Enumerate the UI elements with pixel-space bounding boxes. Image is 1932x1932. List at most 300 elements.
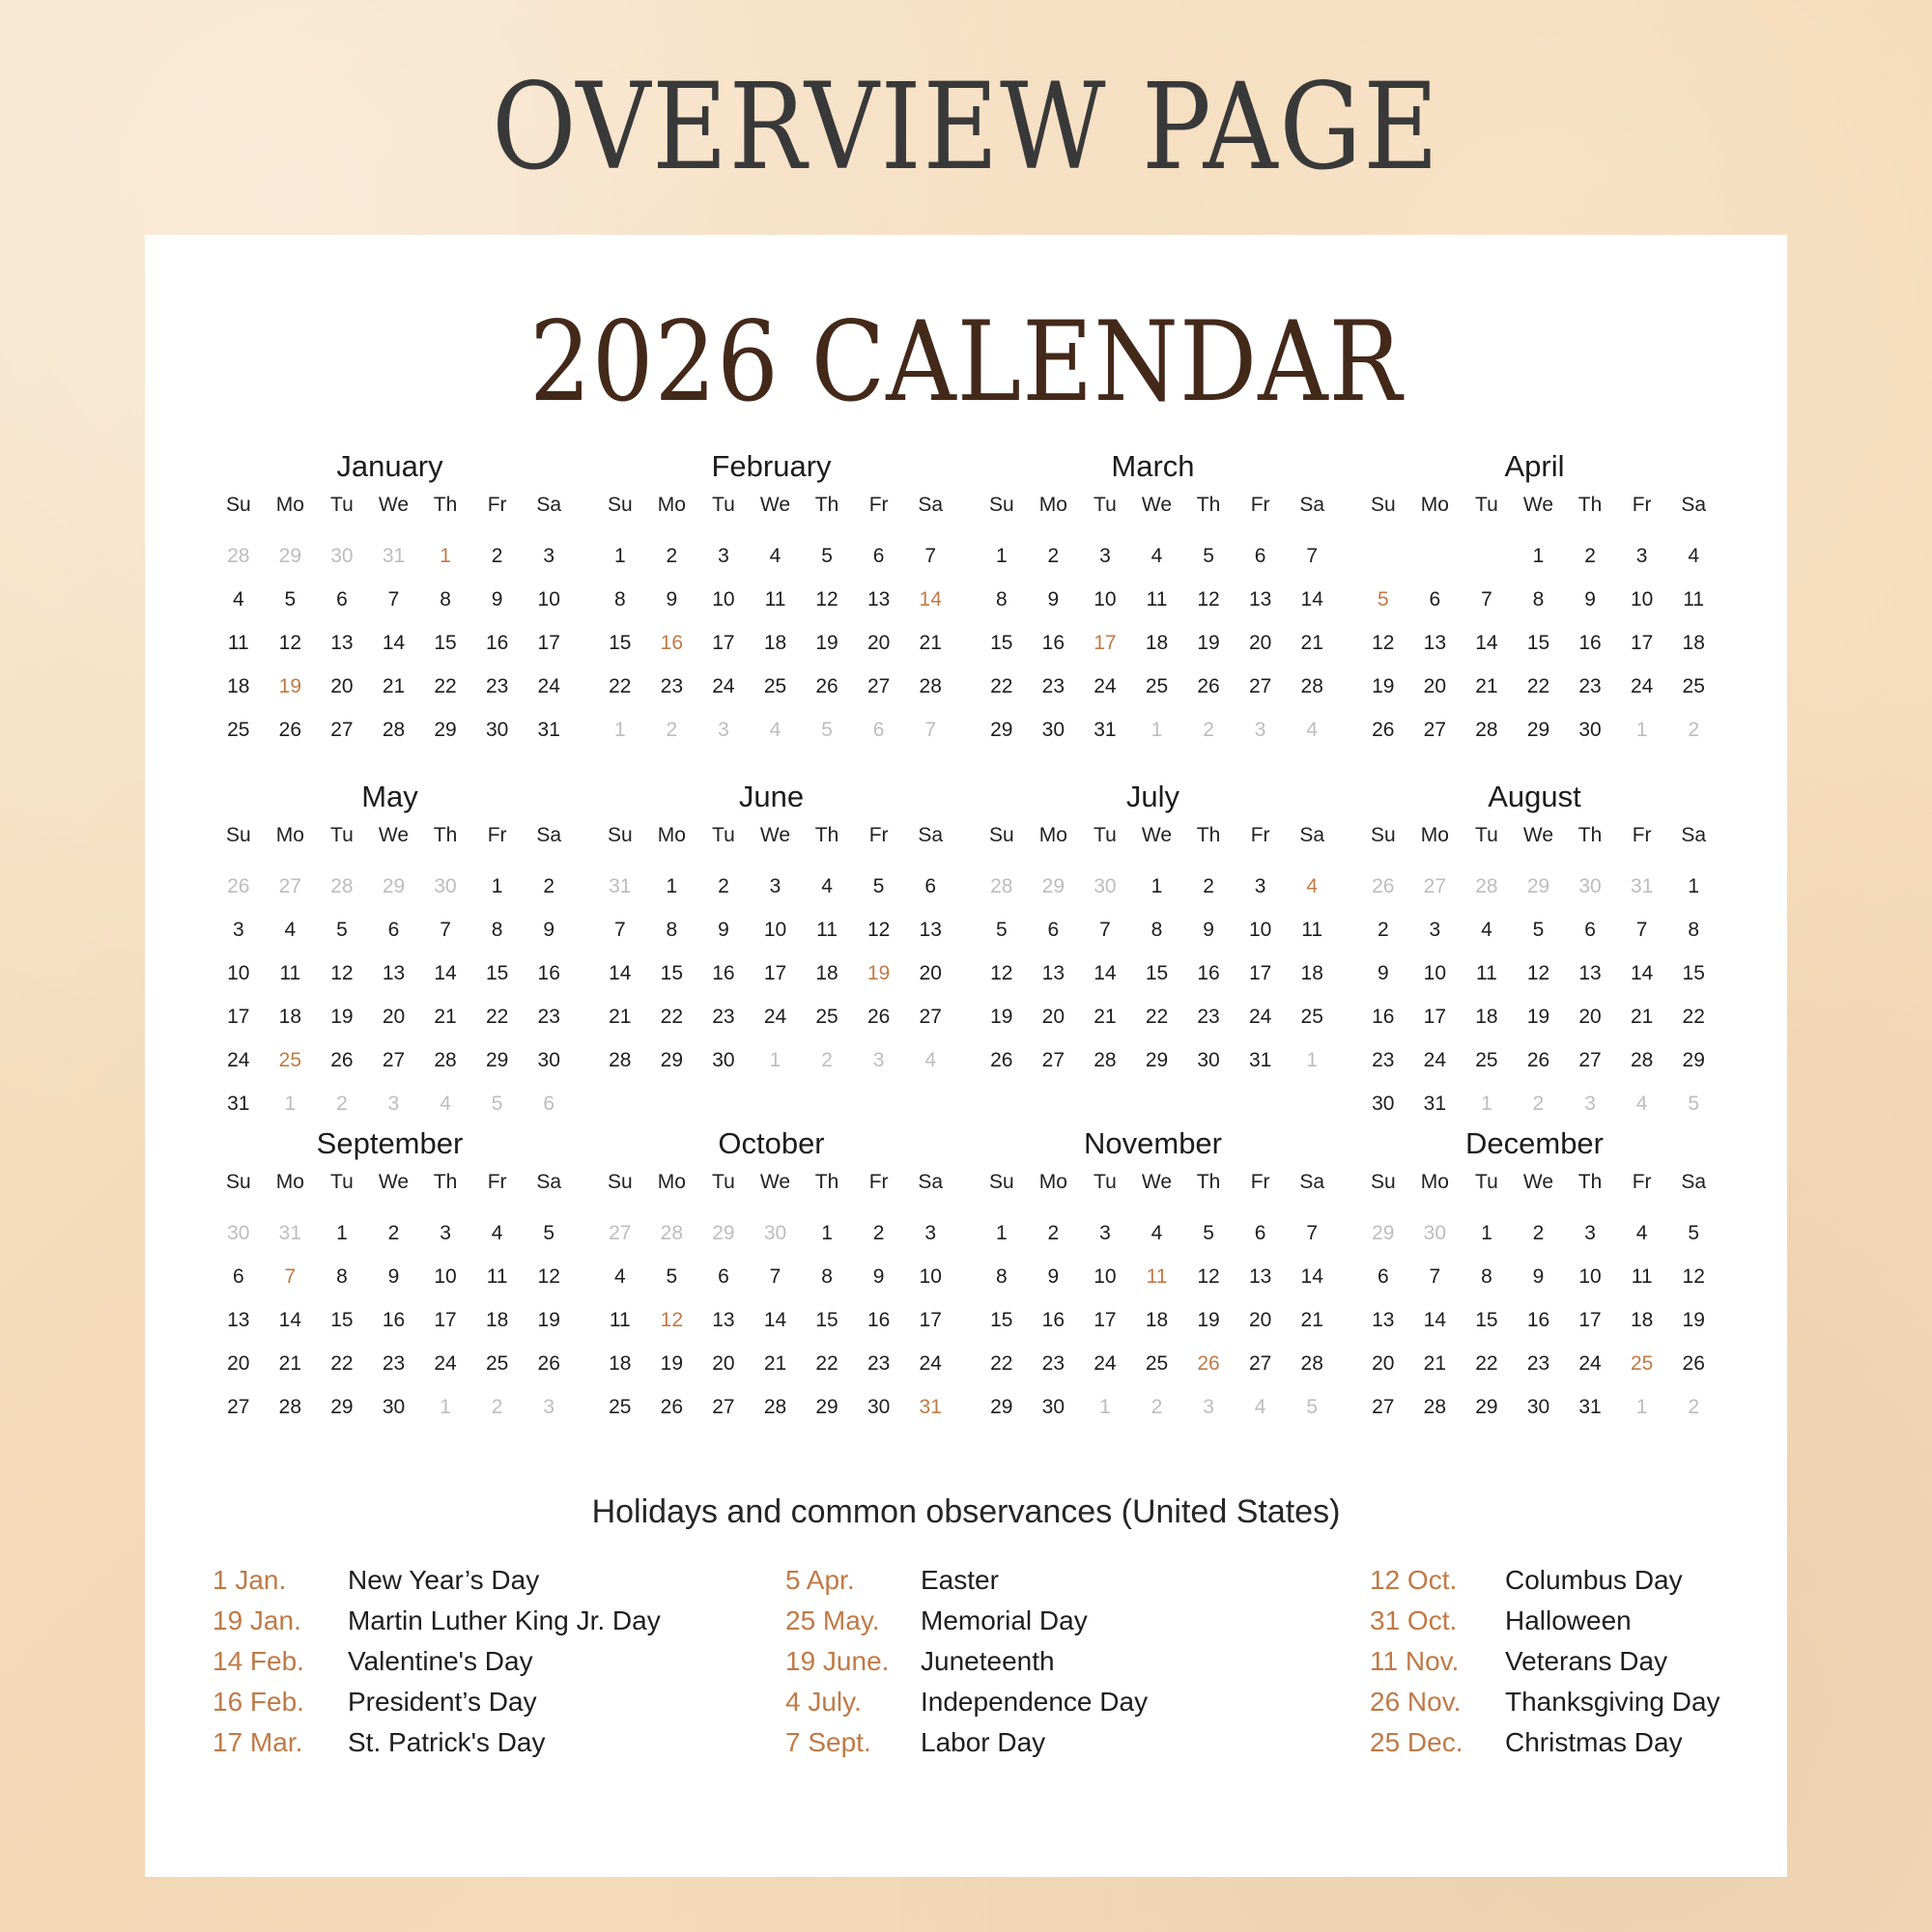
day: 23 — [712, 1006, 735, 1028]
day: 17 — [1630, 632, 1654, 654]
day-grid — [976, 534, 1338, 752]
day: 13 — [1248, 588, 1272, 611]
day: 22 — [990, 675, 1013, 697]
day: 6 — [1047, 919, 1060, 941]
month-name: January — [336, 449, 443, 483]
day: 24 — [434, 1352, 457, 1375]
weekday-label: Tu — [330, 494, 354, 516]
day: 26 — [330, 1049, 354, 1071]
weekday-label: Fr — [1632, 494, 1652, 516]
day: 30 — [1041, 1396, 1065, 1418]
weekday-header — [213, 492, 575, 519]
day: 19 — [1682, 1309, 1705, 1331]
day: 16 — [537, 962, 560, 984]
weekday-label: Th — [1577, 494, 1603, 516]
day: 13 — [867, 588, 891, 611]
day: 22 — [1475, 1352, 1498, 1375]
holiday-name: New Year’s Day — [348, 1565, 540, 1595]
weekday-label: Th — [1196, 494, 1221, 516]
holiday-item — [213, 1641, 661, 1682]
day: 21 — [434, 1006, 457, 1028]
day: 25 — [1145, 675, 1169, 697]
day: 22 — [434, 675, 457, 697]
day: 30 — [537, 1049, 560, 1071]
day: 12 — [1682, 1265, 1705, 1288]
day: 18 — [1682, 632, 1705, 654]
holiday-date: 1 Jan. — [213, 1565, 287, 1595]
month-name: June — [738, 780, 805, 813]
day: 3 — [1099, 1222, 1111, 1244]
day: 23 — [1041, 1352, 1065, 1375]
holiday-item — [213, 1601, 661, 1641]
day: 9 — [872, 1265, 885, 1288]
day: 29 — [990, 1396, 1013, 1418]
day: 4 — [232, 588, 244, 611]
holiday-date: 4 July. — [785, 1687, 862, 1717]
weekday-header — [1357, 1169, 1719, 1196]
holiday-date: 25 Dec. — [1370, 1727, 1463, 1757]
day: 20 — [1041, 1006, 1065, 1028]
holiday-date: 19 Jan. — [213, 1605, 301, 1635]
day: 18 — [485, 1309, 509, 1331]
day: 29 — [1475, 1396, 1498, 1418]
day: 6 — [1254, 545, 1266, 567]
day: 14 — [1300, 588, 1323, 611]
day: 22 — [330, 1352, 354, 1375]
day: 15 — [330, 1309, 354, 1331]
day-other-month: 30 — [1423, 1222, 1447, 1244]
day-other-month: 26 — [227, 875, 250, 897]
day: 26 — [1682, 1352, 1705, 1375]
month-january — [203, 447, 584, 778]
day: 15 — [990, 1309, 1013, 1331]
day: 28 — [278, 1396, 302, 1418]
day: 21 — [609, 1006, 632, 1028]
day: 30 — [1578, 719, 1602, 741]
month-name: September — [316, 1126, 464, 1160]
day: 27 — [1248, 1352, 1272, 1375]
weekday-label: Mo — [657, 494, 686, 516]
day: 24 — [1248, 1006, 1272, 1028]
day: 1 — [821, 1222, 833, 1244]
day: 3 — [924, 1222, 937, 1244]
day: 14 — [1423, 1309, 1447, 1331]
weekday-label: Tu — [1475, 494, 1498, 516]
day: 4 — [1635, 1222, 1648, 1244]
weekday-label: Mo — [1420, 1171, 1449, 1193]
day: 27 — [330, 719, 354, 741]
day-holiday: 4 — [1306, 875, 1319, 897]
day: 6 — [1254, 1222, 1266, 1244]
day: 18 — [609, 1352, 632, 1375]
day-other-month: 28 — [227, 545, 250, 567]
holiday-name: Memorial Day — [921, 1605, 1088, 1635]
day: 5 — [1203, 1222, 1214, 1244]
day: 22 — [1145, 1006, 1169, 1028]
day: 6 — [1584, 919, 1596, 941]
day: 20 — [867, 632, 891, 654]
weekday-label: We — [1141, 494, 1173, 516]
day: 28 — [382, 719, 406, 741]
day: 22 — [815, 1352, 838, 1375]
day: 29 — [330, 1396, 354, 1418]
holiday-name: Martin Luther King Jr. Day — [348, 1605, 661, 1635]
day: 10 — [434, 1265, 457, 1288]
weekday-label: Th — [1196, 1171, 1221, 1193]
day-other-month: 31 — [278, 1222, 302, 1244]
day: 4 — [491, 1222, 503, 1244]
day-grid — [1357, 1211, 1719, 1429]
day-other-month: 1 — [284, 1093, 297, 1115]
day: 23 — [1526, 1352, 1550, 1375]
month-august — [1348, 778, 1729, 1124]
day: 3 — [232, 919, 244, 941]
day-other-month: 4 — [769, 719, 781, 741]
day: 16 — [1578, 632, 1602, 654]
day: 18 — [227, 675, 250, 697]
day-other-month: 2 — [1688, 1396, 1700, 1418]
day: 26 — [660, 1396, 684, 1418]
day: 13 — [227, 1309, 250, 1331]
weekday-label: We — [759, 494, 791, 516]
day: 21 — [382, 675, 406, 697]
day: 2 — [872, 1222, 885, 1244]
day: 10 — [1094, 1265, 1117, 1288]
weekday-label: Tu — [712, 494, 735, 516]
day: 19 — [1526, 1006, 1550, 1028]
day: 6 — [924, 875, 937, 897]
holiday-date: 14 Feb. — [213, 1646, 304, 1676]
day-other-month: 2 — [1532, 1093, 1545, 1115]
day: 7 — [1306, 545, 1319, 567]
holiday-item — [213, 1560, 661, 1601]
day-other-month: 1 — [769, 1049, 781, 1071]
weekday-label: Sa — [536, 824, 562, 846]
holiday-name: Columbus Day — [1505, 1565, 1683, 1595]
month-july — [966, 778, 1348, 1124]
weekday-label: We — [1522, 824, 1554, 846]
weekday-label: Sa — [918, 494, 944, 516]
day: 6 — [1377, 1265, 1389, 1288]
weekday-label: Fr — [868, 1171, 889, 1193]
holiday-date: 7 Sept. — [785, 1727, 871, 1757]
weekday-label: Tu — [1475, 824, 1498, 846]
day: 26 — [1197, 675, 1220, 697]
day-other-month: 4 — [1254, 1396, 1266, 1418]
months-grid — [203, 447, 1729, 1655]
day: 13 — [1372, 1309, 1395, 1331]
day: 17 — [919, 1309, 942, 1331]
day: 8 — [1151, 919, 1163, 941]
day-other-month: 4 — [1635, 1093, 1648, 1115]
holiday-name: Valentine's Day — [348, 1646, 533, 1676]
holiday-column — [785, 1560, 1148, 1763]
day: 14 — [1630, 962, 1654, 984]
day-other-month: 3 — [543, 1396, 555, 1418]
month-june — [584, 778, 966, 1124]
day-other-month: 5 — [1688, 1093, 1700, 1115]
month-november — [966, 1124, 1348, 1453]
day: 27 — [1578, 1049, 1602, 1071]
day: 5 — [1532, 919, 1545, 941]
day: 23 — [1372, 1049, 1395, 1071]
day: 18 — [1145, 1309, 1169, 1331]
day: 28 — [434, 1049, 457, 1071]
day: 15 — [1475, 1309, 1498, 1331]
day: 25 — [763, 675, 787, 697]
day: 20 — [919, 962, 942, 984]
day: 1 — [1151, 875, 1163, 897]
weekday-label: Su — [1370, 1171, 1396, 1193]
day-other-month: 28 — [990, 875, 1013, 897]
weekday-label: Mo — [275, 494, 304, 516]
day: 13 — [1578, 962, 1602, 984]
day: 30 — [1372, 1093, 1395, 1115]
weekday-label: We — [378, 1171, 410, 1193]
day-holiday: 5 — [1377, 588, 1389, 611]
day: 13 — [1423, 632, 1447, 654]
day: 15 — [485, 962, 509, 984]
weekday-label: Sa — [1681, 494, 1707, 516]
day: 12 — [330, 962, 354, 984]
day: 16 — [712, 962, 735, 984]
day: 10 — [919, 1265, 942, 1288]
day: 11 — [279, 962, 301, 984]
day: 16 — [867, 1309, 891, 1331]
day: 2 — [543, 875, 555, 897]
day: 13 — [382, 962, 406, 984]
month-december — [1348, 1124, 1729, 1453]
day: 8 — [995, 1265, 1008, 1288]
day: 20 — [227, 1352, 250, 1375]
day: 9 — [491, 588, 503, 611]
weekday-label: Mo — [1420, 824, 1449, 846]
holiday-name: President’s Day — [348, 1687, 537, 1717]
holiday-name: Juneteenth — [921, 1646, 1055, 1676]
weekday-label: Mo — [1038, 824, 1067, 846]
weekday-label: Sa — [536, 494, 562, 516]
day: 4 — [821, 875, 833, 897]
day: 15 — [1145, 962, 1169, 984]
day: 23 — [485, 675, 509, 697]
weekday-label: Mo — [275, 1171, 304, 1193]
day: 3 — [1584, 1222, 1596, 1244]
day: 28 — [1475, 719, 1498, 741]
day: 7 — [613, 919, 626, 941]
day-grid — [976, 865, 1338, 1082]
day: 17 — [537, 632, 560, 654]
day: 8 — [336, 1265, 348, 1288]
day: 29 — [990, 719, 1013, 741]
day: 6 — [336, 588, 348, 611]
day: 3 — [718, 545, 729, 567]
day: 5 — [821, 545, 833, 567]
weekday-label: Tu — [1094, 494, 1117, 516]
month-name: February — [711, 449, 832, 483]
day: 20 — [1423, 675, 1447, 697]
day-holiday: 7 — [284, 1265, 297, 1288]
day: 24 — [712, 675, 735, 697]
day: 28 — [1630, 1049, 1654, 1071]
day: 22 — [1526, 675, 1550, 697]
weekday-label: Fr — [1250, 824, 1270, 846]
day-other-month: 31 — [1630, 875, 1654, 897]
weekday-header — [976, 822, 1338, 849]
day: 21 — [1300, 632, 1323, 654]
day: 10 — [1423, 962, 1447, 984]
day-other-month: 2 — [336, 1093, 348, 1115]
day: 15 — [660, 962, 684, 984]
day: 11 — [1146, 588, 1168, 611]
day: 1 — [336, 1222, 348, 1244]
day: 5 — [336, 919, 348, 941]
weekday-label: Mo — [657, 1171, 686, 1193]
day: 20 — [382, 1006, 406, 1028]
day: 14 — [1475, 632, 1498, 654]
day-empty — [1357, 534, 1409, 578]
day: 4 — [1481, 919, 1492, 941]
day: 1 — [995, 545, 1008, 567]
day: 19 — [1197, 632, 1220, 654]
day: 14 — [763, 1309, 787, 1331]
weekday-header — [976, 1169, 1338, 1196]
day: 21 — [1475, 675, 1498, 697]
holiday-name: St. Patrick's Day — [348, 1727, 546, 1757]
day-other-month: 2 — [491, 1396, 503, 1418]
day: 31 — [1094, 719, 1117, 741]
weekday-label: We — [759, 824, 791, 846]
weekday-label: Sa — [1681, 1171, 1707, 1193]
day: 17 — [712, 632, 735, 654]
holiday-date: 17 Mar. — [213, 1727, 303, 1757]
day: 28 — [609, 1049, 632, 1071]
day: 1 — [1532, 545, 1545, 567]
day: 16 — [1041, 1309, 1065, 1331]
day: 7 — [387, 588, 400, 611]
holiday-item — [213, 1682, 661, 1722]
month-name: July — [1125, 780, 1180, 813]
day: 8 — [666, 919, 678, 941]
holiday-date: 19 June. — [785, 1646, 890, 1676]
weekday-label: Tu — [1094, 824, 1117, 846]
holiday-date: 25 May. — [785, 1605, 880, 1635]
day: 19 — [330, 1006, 354, 1028]
day: 4 — [769, 545, 781, 567]
day-holiday: 31 — [919, 1396, 942, 1418]
day: 1 — [1688, 875, 1700, 897]
day-other-month: 29 — [1372, 1222, 1395, 1244]
day: 8 — [491, 919, 503, 941]
weekday-label: Su — [1370, 824, 1396, 846]
day: 19 — [660, 1352, 684, 1375]
day: 7 — [769, 1265, 781, 1288]
day: 16 — [485, 632, 509, 654]
weekday-header — [594, 1169, 956, 1196]
month-name: December — [1465, 1126, 1604, 1160]
day: 14 — [1300, 1265, 1323, 1288]
day: 28 — [1300, 1352, 1323, 1375]
day: 23 — [1578, 675, 1602, 697]
holiday-item — [785, 1682, 1148, 1722]
weekday-label: Fr — [1632, 1171, 1652, 1193]
day: 20 — [1248, 632, 1272, 654]
day-other-month: 1 — [613, 719, 626, 741]
day: 16 — [1041, 632, 1065, 654]
holiday-item — [785, 1722, 1148, 1763]
day-other-month: 27 — [609, 1222, 632, 1244]
holiday-item — [1370, 1682, 1720, 1722]
day-holiday: 25 — [1630, 1352, 1654, 1375]
day: 28 — [1423, 1396, 1447, 1418]
day: 11 — [1301, 919, 1323, 941]
day: 2 — [1532, 1222, 1545, 1244]
weekday-label: Fr — [487, 1171, 507, 1193]
day-grid — [213, 534, 575, 752]
day: 20 — [1578, 1006, 1602, 1028]
day-other-month: 7 — [924, 719, 937, 741]
day: 2 — [1584, 545, 1596, 567]
weekday-label: We — [1141, 824, 1173, 846]
day: 2 — [491, 545, 503, 567]
day-other-month: 29 — [1041, 875, 1065, 897]
day-other-month: 29 — [382, 875, 406, 897]
day: 21 — [763, 1352, 787, 1375]
day: 29 — [485, 1049, 509, 1071]
day: 28 — [1094, 1049, 1117, 1071]
day: 28 — [919, 675, 942, 697]
day: 9 — [1377, 962, 1389, 984]
day: 12 — [1197, 1265, 1220, 1288]
month-name: November — [1084, 1126, 1222, 1160]
day-other-month: 1 — [1635, 1396, 1648, 1418]
holiday-name: Thanksgiving Day — [1505, 1687, 1720, 1717]
weekday-label: Sa — [536, 1171, 562, 1193]
day: 9 — [1047, 588, 1060, 611]
day: 20 — [1372, 1352, 1395, 1375]
weekday-label: Th — [814, 494, 839, 516]
holiday-item — [1370, 1601, 1720, 1641]
month-may — [203, 778, 584, 1124]
day: 5 — [666, 1265, 678, 1288]
day-other-month: 30 — [763, 1222, 787, 1244]
day-other-month: 3 — [872, 1049, 885, 1071]
day: 12 — [1526, 962, 1550, 984]
day: 15 — [1526, 632, 1550, 654]
day-other-month: 29 — [1526, 875, 1550, 897]
day: 26 — [537, 1352, 560, 1375]
day-other-month: 30 — [1094, 875, 1117, 897]
month-name: April — [1504, 449, 1565, 483]
month-name: October — [718, 1126, 825, 1160]
day: 17 — [227, 1006, 250, 1028]
day: 25 — [609, 1396, 632, 1418]
page-title: OVERVIEW PAGE — [492, 58, 1440, 197]
holiday-item — [785, 1641, 1148, 1682]
day-other-month: 26 — [1372, 875, 1395, 897]
day: 5 — [995, 919, 1008, 941]
day: 13 — [919, 919, 942, 941]
day: 3 — [769, 875, 781, 897]
day-other-month: 2 — [1688, 719, 1700, 741]
weekday-label: Th — [1577, 1171, 1603, 1193]
day: 1 — [613, 545, 626, 567]
day: 16 — [382, 1309, 406, 1331]
holiday-item — [1370, 1722, 1720, 1763]
day-other-month: 2 — [666, 719, 678, 741]
day: 11 — [609, 1309, 631, 1331]
day-other-month: 29 — [712, 1222, 735, 1244]
day: 18 — [1475, 1006, 1498, 1028]
